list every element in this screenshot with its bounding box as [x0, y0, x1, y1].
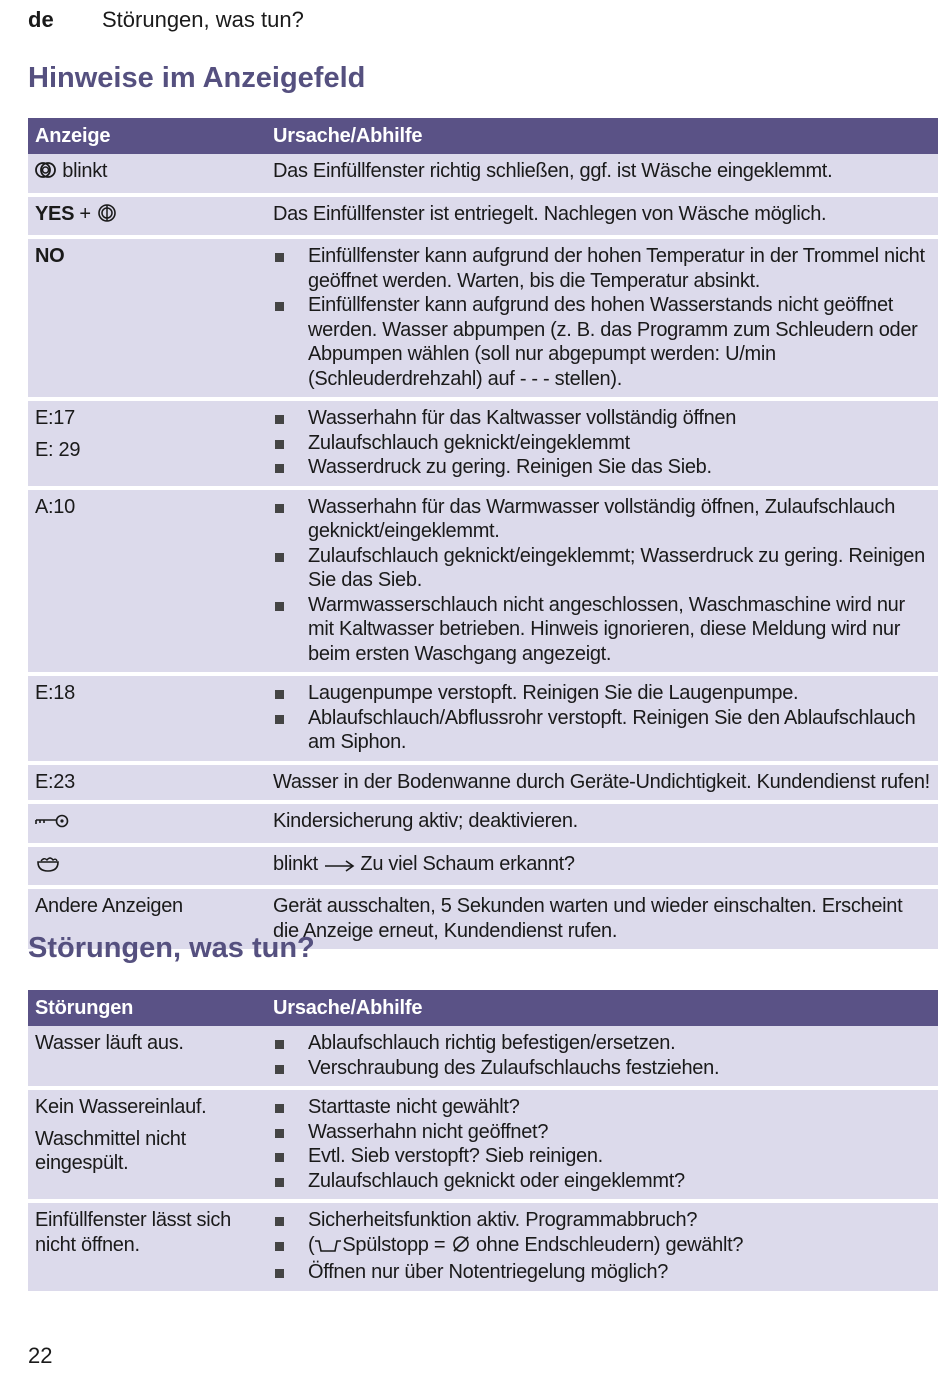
list-item: Wasserhahn für das Warmwasser vollständig öffnen, Zulaufschlauch geknickt/eingeklemmt. [273, 495, 930, 544]
table-row [28, 843, 938, 886]
display-cell [28, 843, 261, 886]
display-text: YES [35, 202, 75, 225]
bullet-list [273, 1208, 930, 1285]
list-item [273, 1233, 930, 1261]
table-row [28, 397, 938, 486]
cause-cell [261, 1199, 938, 1291]
table-row [28, 235, 938, 397]
bullet-list [273, 681, 930, 755]
key-icon [35, 812, 69, 837]
troubleshooting-table [28, 990, 938, 1291]
blink-text: blinkt [273, 852, 318, 875]
list-item: Einfüllfenster kann aufgrund des hohen Wasserstands nicht geöffnet werden. Wasser abpumpen (z. B. das Programm zum Schleudern oder Abpumpen wählen (soll nur abgepumpt werden: U/min (Schleuderdrehzahl) auf - - - stellen). [273, 293, 930, 391]
cause-cell [261, 1026, 938, 1086]
list-item: Sicherheitsfunktion aktiv. Programmabbruch? [273, 1208, 930, 1233]
problem-cell: Einfüllfenster lässt sich nicht öffnen. [28, 1199, 261, 1291]
door-unlock-icon [96, 203, 118, 230]
display-cell [28, 193, 261, 236]
list-item: Ablaufschlauch/Abflussrohr verstopft. Reinigen Sie den Ablaufschlauch am Siphon. [273, 706, 930, 755]
door-lock-icon [35, 160, 57, 187]
list-item: Öffnen nur über Notentriegelung möglich? [273, 1260, 930, 1285]
cause-cell: Gerät ausschalten, 5 Sekunden warten und wieder einschalten. Erscheint die Anzeige erneut, Kundendienst rufen. [261, 885, 938, 949]
list-item: Wasserdruck zu gering. Reinigen Sie das Sieb. [273, 455, 930, 480]
list-item: Evtl. Sieb verstopft? Sieb reinigen. [273, 1144, 930, 1169]
bullet-list [273, 244, 930, 391]
table-header-row [28, 118, 938, 154]
display-cell [28, 800, 261, 843]
section-title-display-notes: Hinweise im Anzeigefeld [28, 62, 366, 94]
list-item: Zulaufschlauch geknickt/eingeklemmt [273, 431, 930, 456]
table-row [28, 1086, 938, 1199]
column-header-problems: Störungen [28, 990, 261, 1026]
table-row [28, 486, 938, 673]
display-cell: NO [28, 235, 261, 397]
table-row [28, 154, 938, 193]
display-notes-table [28, 118, 938, 949]
cause-cell [261, 397, 938, 486]
list-item: Ablaufschlauch richtig befestigen/ersetzen. [273, 1031, 930, 1056]
spin-text: ohne Endschleudern) gewählt? [475, 1233, 744, 1256]
display-cell: E:18 [28, 672, 261, 761]
no-spin-icon [451, 1234, 471, 1261]
problem-cell: Wasser läuft aus. [28, 1026, 261, 1086]
foam-icon [35, 855, 61, 880]
list-item: Wasserhahn nicht geöffnet? [273, 1120, 930, 1145]
bullet-list [273, 1095, 930, 1193]
plus-sign: + [79, 202, 91, 225]
cause-cell [261, 672, 938, 761]
table-header-row [28, 990, 938, 1026]
display-text: blinkt [62, 160, 108, 182]
arrow-right-icon [323, 855, 355, 880]
bullet-list [273, 406, 930, 480]
cause-cell: Das Einfüllfenster ist entriegelt. Nachlegen von Wäsche möglich. [261, 193, 938, 236]
list-item: Starttaste nicht gewählt? [273, 1095, 930, 1120]
display-code: E:17 [35, 407, 75, 429]
language-code: de [28, 7, 54, 32]
table-row [28, 800, 938, 843]
page-header [28, 7, 304, 33]
display-cell [28, 154, 261, 193]
bullet-list [273, 1031, 930, 1080]
section-title-troubleshooting: Störungen, was tun? [28, 932, 315, 964]
display-code: E: 29 [35, 438, 81, 461]
cause-cell [261, 486, 938, 673]
problem-text: Waschmittel nicht eingespült. [35, 1127, 186, 1174]
cause-cell: Kindersicherung aktiv; deaktivieren. [261, 800, 938, 843]
column-header-cause: Ursache/Abhilfe [261, 990, 938, 1026]
list-item: Verschraubung des Zulaufschlauchs festziehen. [273, 1056, 930, 1081]
cause-cell: Wasser in der Bodenwanne durch Geräte-Undichtigkeit. Kundendienst rufen! [261, 761, 938, 801]
display-cell: Andere Anzeigen [28, 885, 261, 949]
cause-cell [261, 1086, 938, 1199]
list-item: Wasserhahn für das Kaltwasser vollständig öffnen [273, 406, 930, 431]
table-row [28, 193, 938, 236]
display-cell [28, 397, 261, 486]
problem-text: Kein Wassereinlauf. [35, 1096, 207, 1118]
display-cell: E:23 [28, 761, 261, 801]
cause-cell: Das Einfüllfenster richtig schließen, ggf. ist Wäsche eingeklemmt. [261, 154, 938, 193]
display-cell: A:10 [28, 486, 261, 673]
table-row [28, 1026, 938, 1086]
list-item: Laugenpumpe verstopft. Reinigen Sie die Laugenpumpe. [273, 681, 930, 706]
cause-cell [261, 235, 938, 397]
header-title: Störungen, was tun? [102, 7, 304, 32]
table-row [28, 761, 938, 801]
cause-cell [261, 843, 938, 886]
paren-open: ( [308, 1233, 315, 1256]
table-row [28, 1199, 938, 1291]
list-item: Zulaufschlauch geknickt oder eingeklemmt? [273, 1169, 930, 1194]
rinse-hold-text: Spülstopp = [342, 1233, 446, 1256]
list-item: Warmwasserschlauch nicht angeschlossen, Waschmaschine wird nur mit Kaltwasser betrieben. Hinweis ignorieren, diese Meldung wird nur beim ersten Waschgang angezeigt. [273, 593, 930, 667]
bullet-list [273, 495, 930, 667]
foam-text: Zu viel Schaum erkannt? [360, 852, 575, 875]
list-item: Zulaufschlauch geknickt/eingeklemmt; Wasserdruck zu gering. Reinigen Sie das Sieb. [273, 544, 930, 593]
table-row [28, 672, 938, 761]
list-item: Einfüllfenster kann aufgrund der hohen Temperatur in der Trommel nicht geöffnet werden. Warten, bis die Temperatur absinkt. [273, 244, 930, 293]
column-header-display: Anzeige [28, 118, 261, 154]
rinse-hold-icon [314, 1236, 342, 1261]
column-header-cause: Ursache/Abhilfe [261, 118, 938, 154]
page-number: 22 [28, 1343, 53, 1368]
problem-cell [28, 1086, 261, 1199]
